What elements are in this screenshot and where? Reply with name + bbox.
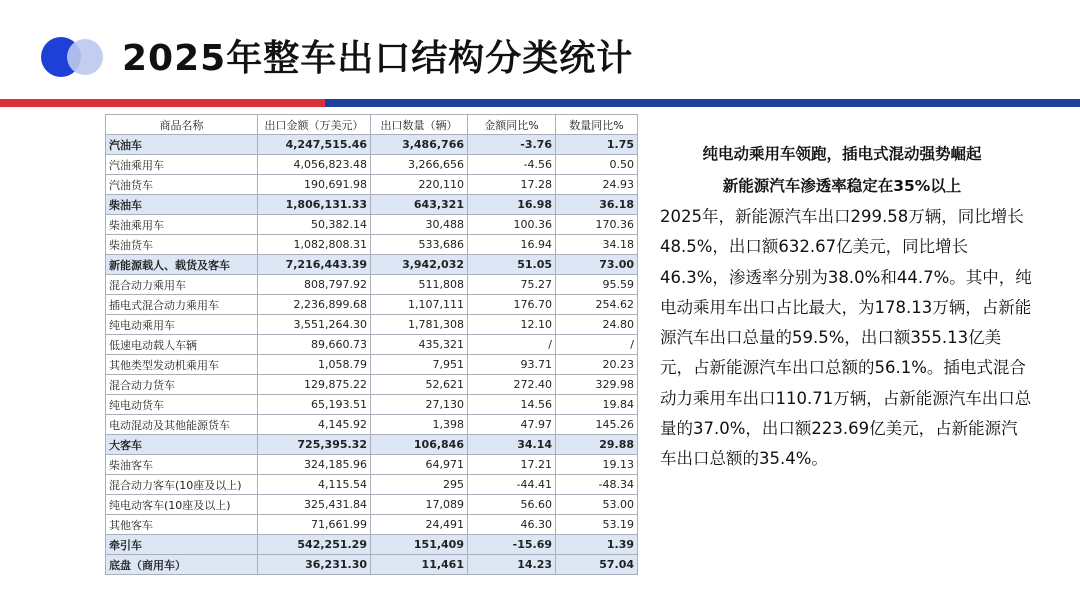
cell-quantity-yoy: 34.18 bbox=[556, 235, 638, 255]
cell-product-name: 汽油车 bbox=[106, 135, 258, 155]
header-export-quantity: 出口数量（辆） bbox=[371, 115, 468, 135]
light-blue-dot-icon bbox=[67, 39, 103, 75]
table-category-row bbox=[106, 195, 638, 215]
cell-product-name: 电动混动及其他能源货车 bbox=[106, 415, 258, 435]
summary-heading-2: 新能源汽车渗透率稳定在35%以上 bbox=[722, 177, 962, 195]
table-category-row bbox=[106, 255, 638, 275]
cell-product-name: 其他类型发动机乘用车 bbox=[106, 355, 258, 375]
cell-export-amount: 4,145.92 bbox=[258, 415, 371, 435]
table-row bbox=[106, 155, 638, 175]
cell-product-name: 新能源载人、载货及客车 bbox=[106, 255, 258, 275]
cell-export-quantity: 7,951 bbox=[371, 355, 468, 375]
cell-quantity-yoy: 53.19 bbox=[556, 515, 638, 535]
table-row bbox=[106, 335, 638, 355]
table-row bbox=[106, 315, 638, 335]
header-export-amount: 出口金额（万美元） bbox=[258, 115, 371, 135]
cell-amount-yoy: 93.71 bbox=[468, 355, 556, 375]
cell-amount-yoy: 56.60 bbox=[468, 495, 556, 515]
table-category-row bbox=[106, 435, 638, 455]
cell-amount-yoy: 17.28 bbox=[468, 175, 556, 195]
table-body bbox=[106, 135, 638, 575]
cell-quantity-yoy: 73.00 bbox=[556, 255, 638, 275]
cell-product-name: 混合动力乘用车 bbox=[106, 275, 258, 295]
cell-product-name: 纯电动货车 bbox=[106, 395, 258, 415]
cell-product-name: 插电式混合动力乘用车 bbox=[106, 295, 258, 315]
cell-quantity-yoy: 24.80 bbox=[556, 315, 638, 335]
cell-export-quantity: 30,488 bbox=[371, 215, 468, 235]
summary-heading-1: 纯电动乘用车领跑，插电式混动强势崛起 bbox=[702, 145, 982, 163]
cell-export-quantity: 1,107,111 bbox=[371, 295, 468, 315]
cell-quantity-yoy: 19.13 bbox=[556, 455, 638, 475]
cell-export-quantity: 24,491 bbox=[371, 515, 468, 535]
cell-amount-yoy: 46.30 bbox=[468, 515, 556, 535]
export-table bbox=[105, 114, 638, 575]
cell-amount-yoy: -44.41 bbox=[468, 475, 556, 495]
cell-product-name: 汽油乘用车 bbox=[106, 155, 258, 175]
header-amount-yoy: 金额同比% bbox=[468, 115, 556, 135]
table-row bbox=[106, 495, 638, 515]
cell-product-name: 汽油货车 bbox=[106, 175, 258, 195]
cell-quantity-yoy: 57.04 bbox=[556, 555, 638, 575]
cell-product-name: 牵引车 bbox=[106, 535, 258, 555]
header-quantity-yoy: 数量同比% bbox=[556, 115, 638, 135]
cell-export-quantity: 295 bbox=[371, 475, 468, 495]
cell-product-name: 底盘（商用车） bbox=[106, 555, 258, 575]
cell-amount-yoy: 14.56 bbox=[468, 395, 556, 415]
cell-amount-yoy: 51.05 bbox=[468, 255, 556, 275]
header-product-name: 商品名称 bbox=[106, 115, 258, 135]
cell-product-name: 柴油货车 bbox=[106, 235, 258, 255]
cell-export-amount: 324,185.96 bbox=[258, 455, 371, 475]
cell-product-name: 柴油乘用车 bbox=[106, 215, 258, 235]
table-row bbox=[106, 295, 638, 315]
cell-amount-yoy: 176.70 bbox=[468, 295, 556, 315]
export-table-container bbox=[105, 114, 637, 586]
cell-export-amount: 725,395.32 bbox=[258, 435, 371, 455]
cell-amount-yoy: -4.56 bbox=[468, 155, 556, 175]
table-row bbox=[106, 395, 638, 415]
cell-product-name: 纯电动乘用车 bbox=[106, 315, 258, 335]
table-category-row bbox=[106, 555, 638, 575]
cell-export-amount: 3,551,264.30 bbox=[258, 315, 371, 335]
cell-amount-yoy: 75.27 bbox=[468, 275, 556, 295]
cell-amount-yoy: 16.98 bbox=[468, 195, 556, 215]
cell-quantity-yoy: 329.98 bbox=[556, 375, 638, 395]
cell-amount-yoy: 17.21 bbox=[468, 455, 556, 475]
table-row bbox=[106, 235, 638, 255]
page-title: 2025年整车出口结构分类统计 bbox=[122, 38, 634, 79]
table-row bbox=[106, 515, 638, 535]
cell-quantity-yoy: / bbox=[556, 335, 638, 355]
table-category-row bbox=[106, 135, 638, 155]
table-row bbox=[106, 175, 638, 195]
table-row bbox=[106, 275, 638, 295]
cell-export-quantity: 3,942,032 bbox=[371, 255, 468, 275]
cell-quantity-yoy: 53.00 bbox=[556, 495, 638, 515]
cell-product-name: 柴油客车 bbox=[106, 455, 258, 475]
table-row bbox=[106, 455, 638, 475]
cell-export-quantity: 511,808 bbox=[371, 275, 468, 295]
cell-amount-yoy: 100.36 bbox=[468, 215, 556, 235]
cell-export-quantity: 220,110 bbox=[371, 175, 468, 195]
cell-amount-yoy: -15.69 bbox=[468, 535, 556, 555]
cell-quantity-yoy: 1.39 bbox=[556, 535, 638, 555]
cell-export-quantity: 3,266,656 bbox=[371, 155, 468, 175]
table-row bbox=[106, 475, 638, 495]
cell-export-amount: 1,806,131.33 bbox=[258, 195, 371, 215]
cell-export-quantity: 27,130 bbox=[371, 395, 468, 415]
summary-panel bbox=[660, 142, 1040, 475]
cell-export-quantity: 435,321 bbox=[371, 335, 468, 355]
cell-export-quantity: 1,781,308 bbox=[371, 315, 468, 335]
cell-product-name: 其他客车 bbox=[106, 515, 258, 535]
table-row bbox=[106, 355, 638, 375]
table-row bbox=[106, 415, 638, 435]
title-decoration-dots bbox=[41, 37, 111, 77]
cell-amount-yoy: 16.94 bbox=[468, 235, 556, 255]
cell-export-amount: 71,661.99 bbox=[258, 515, 371, 535]
cell-export-quantity: 3,486,766 bbox=[371, 135, 468, 155]
cell-export-amount: 1,058.79 bbox=[258, 355, 371, 375]
cell-export-quantity: 1,398 bbox=[371, 415, 468, 435]
cell-export-amount: 50,382.14 bbox=[258, 215, 371, 235]
cell-export-quantity: 11,461 bbox=[371, 555, 468, 575]
cell-export-amount: 2,236,899.68 bbox=[258, 295, 371, 315]
cell-quantity-yoy: -48.34 bbox=[556, 475, 638, 495]
cell-export-amount: 542,251.29 bbox=[258, 535, 371, 555]
cell-amount-yoy: 272.40 bbox=[468, 375, 556, 395]
cell-quantity-yoy: 95.59 bbox=[556, 275, 638, 295]
table-row bbox=[106, 215, 638, 235]
cell-product-name: 大客车 bbox=[106, 435, 258, 455]
cell-export-amount: 89,660.73 bbox=[258, 335, 371, 355]
cell-export-quantity: 17,089 bbox=[371, 495, 468, 515]
table-header-row bbox=[106, 115, 638, 135]
cell-export-amount: 4,247,515.46 bbox=[258, 135, 371, 155]
cell-export-amount: 4,056,823.48 bbox=[258, 155, 371, 175]
cell-quantity-yoy: 1.75 bbox=[556, 135, 638, 155]
cell-export-amount: 190,691.98 bbox=[258, 175, 371, 195]
cell-product-name: 低速电动载人车辆 bbox=[106, 335, 258, 355]
cell-amount-yoy: 47.97 bbox=[468, 415, 556, 435]
cell-product-name: 混合动力客车(10座及以上) bbox=[106, 475, 258, 495]
cell-export-quantity: 64,971 bbox=[371, 455, 468, 475]
summary-paragraph: 2025年，新能源汽车出口299.58万辆，同比增长48.5%，出口额632.67亿美元，同比增长46.3%，渗透率分别为38.0%和44.7%。其中，纯电动乘用车出口占比最大，为178.13万辆，占新能源汽车出口总量的59.5%，出口额355.13亿美元，占新能源汽车出口总额的56.1%。插电式混合动力乘用车出口110.71万辆，占新能源汽车出口总量的37.0%，出口额223.69亿美元，占新能源汽车出口总额的35.4%。 bbox=[660, 207, 1032, 469]
cell-product-name: 柴油车 bbox=[106, 195, 258, 215]
cell-quantity-yoy: 20.23 bbox=[556, 355, 638, 375]
table-row bbox=[106, 375, 638, 395]
table-category-row bbox=[106, 535, 638, 555]
divider-blue bbox=[325, 99, 1080, 107]
cell-quantity-yoy: 36.18 bbox=[556, 195, 638, 215]
cell-export-quantity: 151,409 bbox=[371, 535, 468, 555]
divider-red bbox=[0, 99, 325, 107]
cell-amount-yoy: 14.23 bbox=[468, 555, 556, 575]
cell-export-quantity: 533,686 bbox=[371, 235, 468, 255]
cell-quantity-yoy: 29.88 bbox=[556, 435, 638, 455]
cell-quantity-yoy: 170.36 bbox=[556, 215, 638, 235]
cell-product-name: 纯电动客车(10座及以上) bbox=[106, 495, 258, 515]
cell-quantity-yoy: 0.50 bbox=[556, 155, 638, 175]
cell-quantity-yoy: 145.26 bbox=[556, 415, 638, 435]
cell-export-amount: 7,216,443.39 bbox=[258, 255, 371, 275]
cell-export-amount: 4,115.54 bbox=[258, 475, 371, 495]
cell-amount-yoy: 12.10 bbox=[468, 315, 556, 335]
cell-product-name: 混合动力货车 bbox=[106, 375, 258, 395]
cell-export-quantity: 106,846 bbox=[371, 435, 468, 455]
cell-export-amount: 808,797.92 bbox=[258, 275, 371, 295]
cell-quantity-yoy: 19.84 bbox=[556, 395, 638, 415]
cell-export-amount: 65,193.51 bbox=[258, 395, 371, 415]
cell-export-quantity: 643,321 bbox=[371, 195, 468, 215]
cell-amount-yoy: / bbox=[468, 335, 556, 355]
cell-export-amount: 36,231.30 bbox=[258, 555, 371, 575]
cell-quantity-yoy: 254.62 bbox=[556, 295, 638, 315]
cell-amount-yoy: 34.14 bbox=[468, 435, 556, 455]
cell-export-quantity: 52,621 bbox=[371, 375, 468, 395]
cell-export-amount: 325,431.84 bbox=[258, 495, 371, 515]
cell-export-amount: 129,875.22 bbox=[258, 375, 371, 395]
cell-quantity-yoy: 24.93 bbox=[556, 175, 638, 195]
cell-amount-yoy: -3.76 bbox=[468, 135, 556, 155]
cell-export-amount: 1,082,808.31 bbox=[258, 235, 371, 255]
